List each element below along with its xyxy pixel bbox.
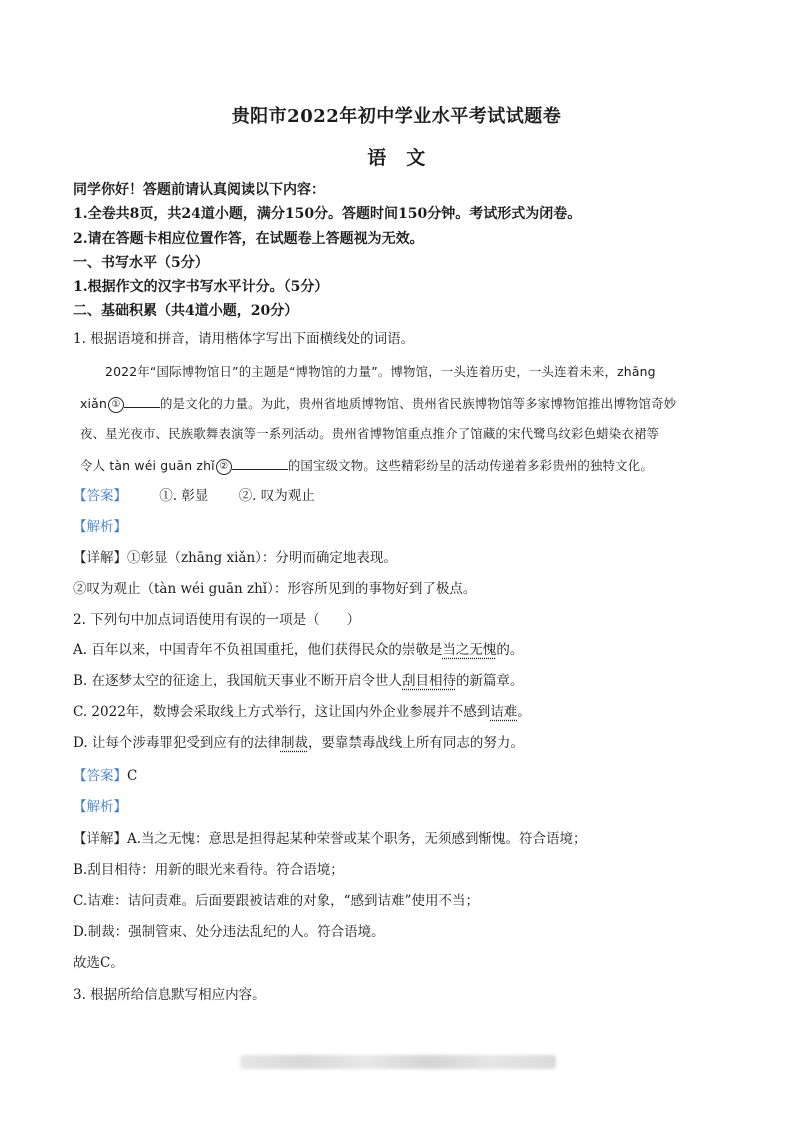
detail-tag: 【详解】 — [73, 831, 127, 847]
detail-text: ①彰显（zhāng xiǎn）：分明而确定地表现。 — [127, 550, 397, 566]
answer-value-1: ①. 彰显 — [159, 488, 209, 504]
option-text: 的。 — [496, 642, 524, 658]
pinyin-zhangxian: xiǎn — [80, 396, 108, 411]
option-text: A. 百年以来，中国青年不负祖国重托，他们获得民众的崇敬是 — [73, 642, 443, 658]
q2-option-d — [73, 733, 524, 753]
notice-greeting: 同学你好！答题前请认真阅读以下内容： — [73, 182, 325, 198]
q1-detail-1 — [73, 548, 397, 568]
answer-tag: 【答案】 — [73, 768, 127, 784]
detail-text: A.当之无愧：意思是担得起某种荣誉或某个职务，无须感到惭愧。符合语境； — [127, 831, 587, 847]
detail-tag: 【详解】 — [73, 550, 127, 566]
passage-text: 的国宝级文物。这些精彩纷呈的活动传递着多彩贵州的独特文化。 — [287, 458, 653, 473]
q1-passage-line-4 — [80, 455, 653, 476]
q2-analysis-tag: 【解析】 — [73, 799, 127, 815]
q2-detail-d: D.制裁：强制管束、处分违法乱纪的人。符合语境。 — [73, 924, 385, 940]
option-text: B. 在逐梦太空的征途上，我国航天事业不断开启令世人 — [73, 673, 403, 689]
subject-title: 语 文 — [367, 147, 426, 169]
section-2-heading: 二、基础积累（共4道小题，20分） — [73, 303, 299, 319]
q1-analysis-tag: 【解析】 — [73, 519, 127, 535]
q2-option-a — [73, 640, 523, 660]
q1-passage-line-1: 2022年“国际博物馆日”的主题是“博物馆的力量”。博物馆，一头连着历史，一头连着未来，zhāng — [105, 364, 656, 379]
q2-detail-a — [73, 829, 587, 849]
answer-tag: 【答案】 — [73, 488, 127, 504]
option-text: C. 2022年，数博会采取线上方式举行，这让国内外企业参展并不感到 — [73, 704, 491, 720]
dotted-word: 诘难 — [490, 704, 518, 720]
answer-value: C — [127, 768, 138, 784]
pinyin-tanweiguanzhi: 令人 tàn wéi guān zhǐ — [80, 458, 215, 473]
passage-text: 的是文化的力量。为此，贵州省地质博物馆、贵州省民族博物馆等多家博物馆推出博物馆奇妙 — [160, 396, 677, 411]
answer-blank-1[interactable] — [124, 393, 160, 408]
notice-item-2: 2.请在答题卡相应位置作答，在试题卷上答题视为无效。 — [73, 231, 424, 247]
q2-conclusion: 故选C。 — [73, 955, 124, 971]
option-text: D. 让每个涉毒罪犯受到应有的法律 — [73, 735, 281, 751]
q2-stem: 2. 下列句中加点词语使用有误的一项是（ ） — [73, 612, 361, 628]
answer-value-2: ②. 叹为观止 — [238, 488, 315, 504]
section-1-heading: 一、书写水平（5分） — [73, 255, 209, 271]
q2-option-b — [73, 671, 524, 691]
option-text: 。 — [517, 704, 531, 720]
q1-answer-row — [73, 486, 315, 506]
dotted-word: 制裁 — [280, 735, 308, 751]
answer-blank-2[interactable] — [232, 455, 288, 470]
section-1-question: 1.根据作文的汉字书写水平计分。（5分） — [73, 279, 329, 295]
q1-passage-line-3: 夜、星光夜市、民族歌舞表演等一系列活动。贵州省博物馆重点推介了馆藏的宋代鹭鸟纹彩色蜡染衣裙等 — [80, 426, 660, 441]
q2-answer-row — [73, 766, 137, 786]
q2-detail-c: C.诘难：诘问责难。后面要跟被诘难的对象，“感到诘难”使用不当； — [73, 893, 479, 909]
exam-title: 贵阳市2022年初中学业水平考试试题卷 — [231, 106, 562, 127]
blurred-footer-watermark — [240, 1055, 556, 1069]
q1-detail-2: ②叹为观止（tàn wéi guān zhǐ）：形容所见到的事物好到了极点。 — [73, 581, 477, 597]
q1-stem: 1. 根据语境和拼音，请用楷体字写出下面横线处的词语。 — [73, 331, 415, 347]
notice-item-1: 1.全卷共8页，共24道小题，满分150分。答题时间150分钟。考试形式为闭卷。 — [73, 206, 582, 222]
q1-passage-line-2 — [80, 393, 676, 414]
blank-number-1: ① — [108, 397, 124, 413]
dotted-word: 刮目相待 — [402, 673, 457, 689]
dotted-word: 当之无愧 — [442, 642, 497, 658]
q2-detail-b: B.刮目相待：用新的眼光来看待。符合语境； — [73, 862, 344, 878]
q3-stem: 3. 根据所给信息默写相应内容。 — [73, 987, 266, 1003]
blank-number-2: ② — [216, 459, 232, 475]
option-text: ，要靠禁毒战线上所有同志的努力。 — [307, 735, 524, 751]
option-text: 的新篇章。 — [456, 673, 524, 689]
q2-option-c — [73, 702, 531, 722]
